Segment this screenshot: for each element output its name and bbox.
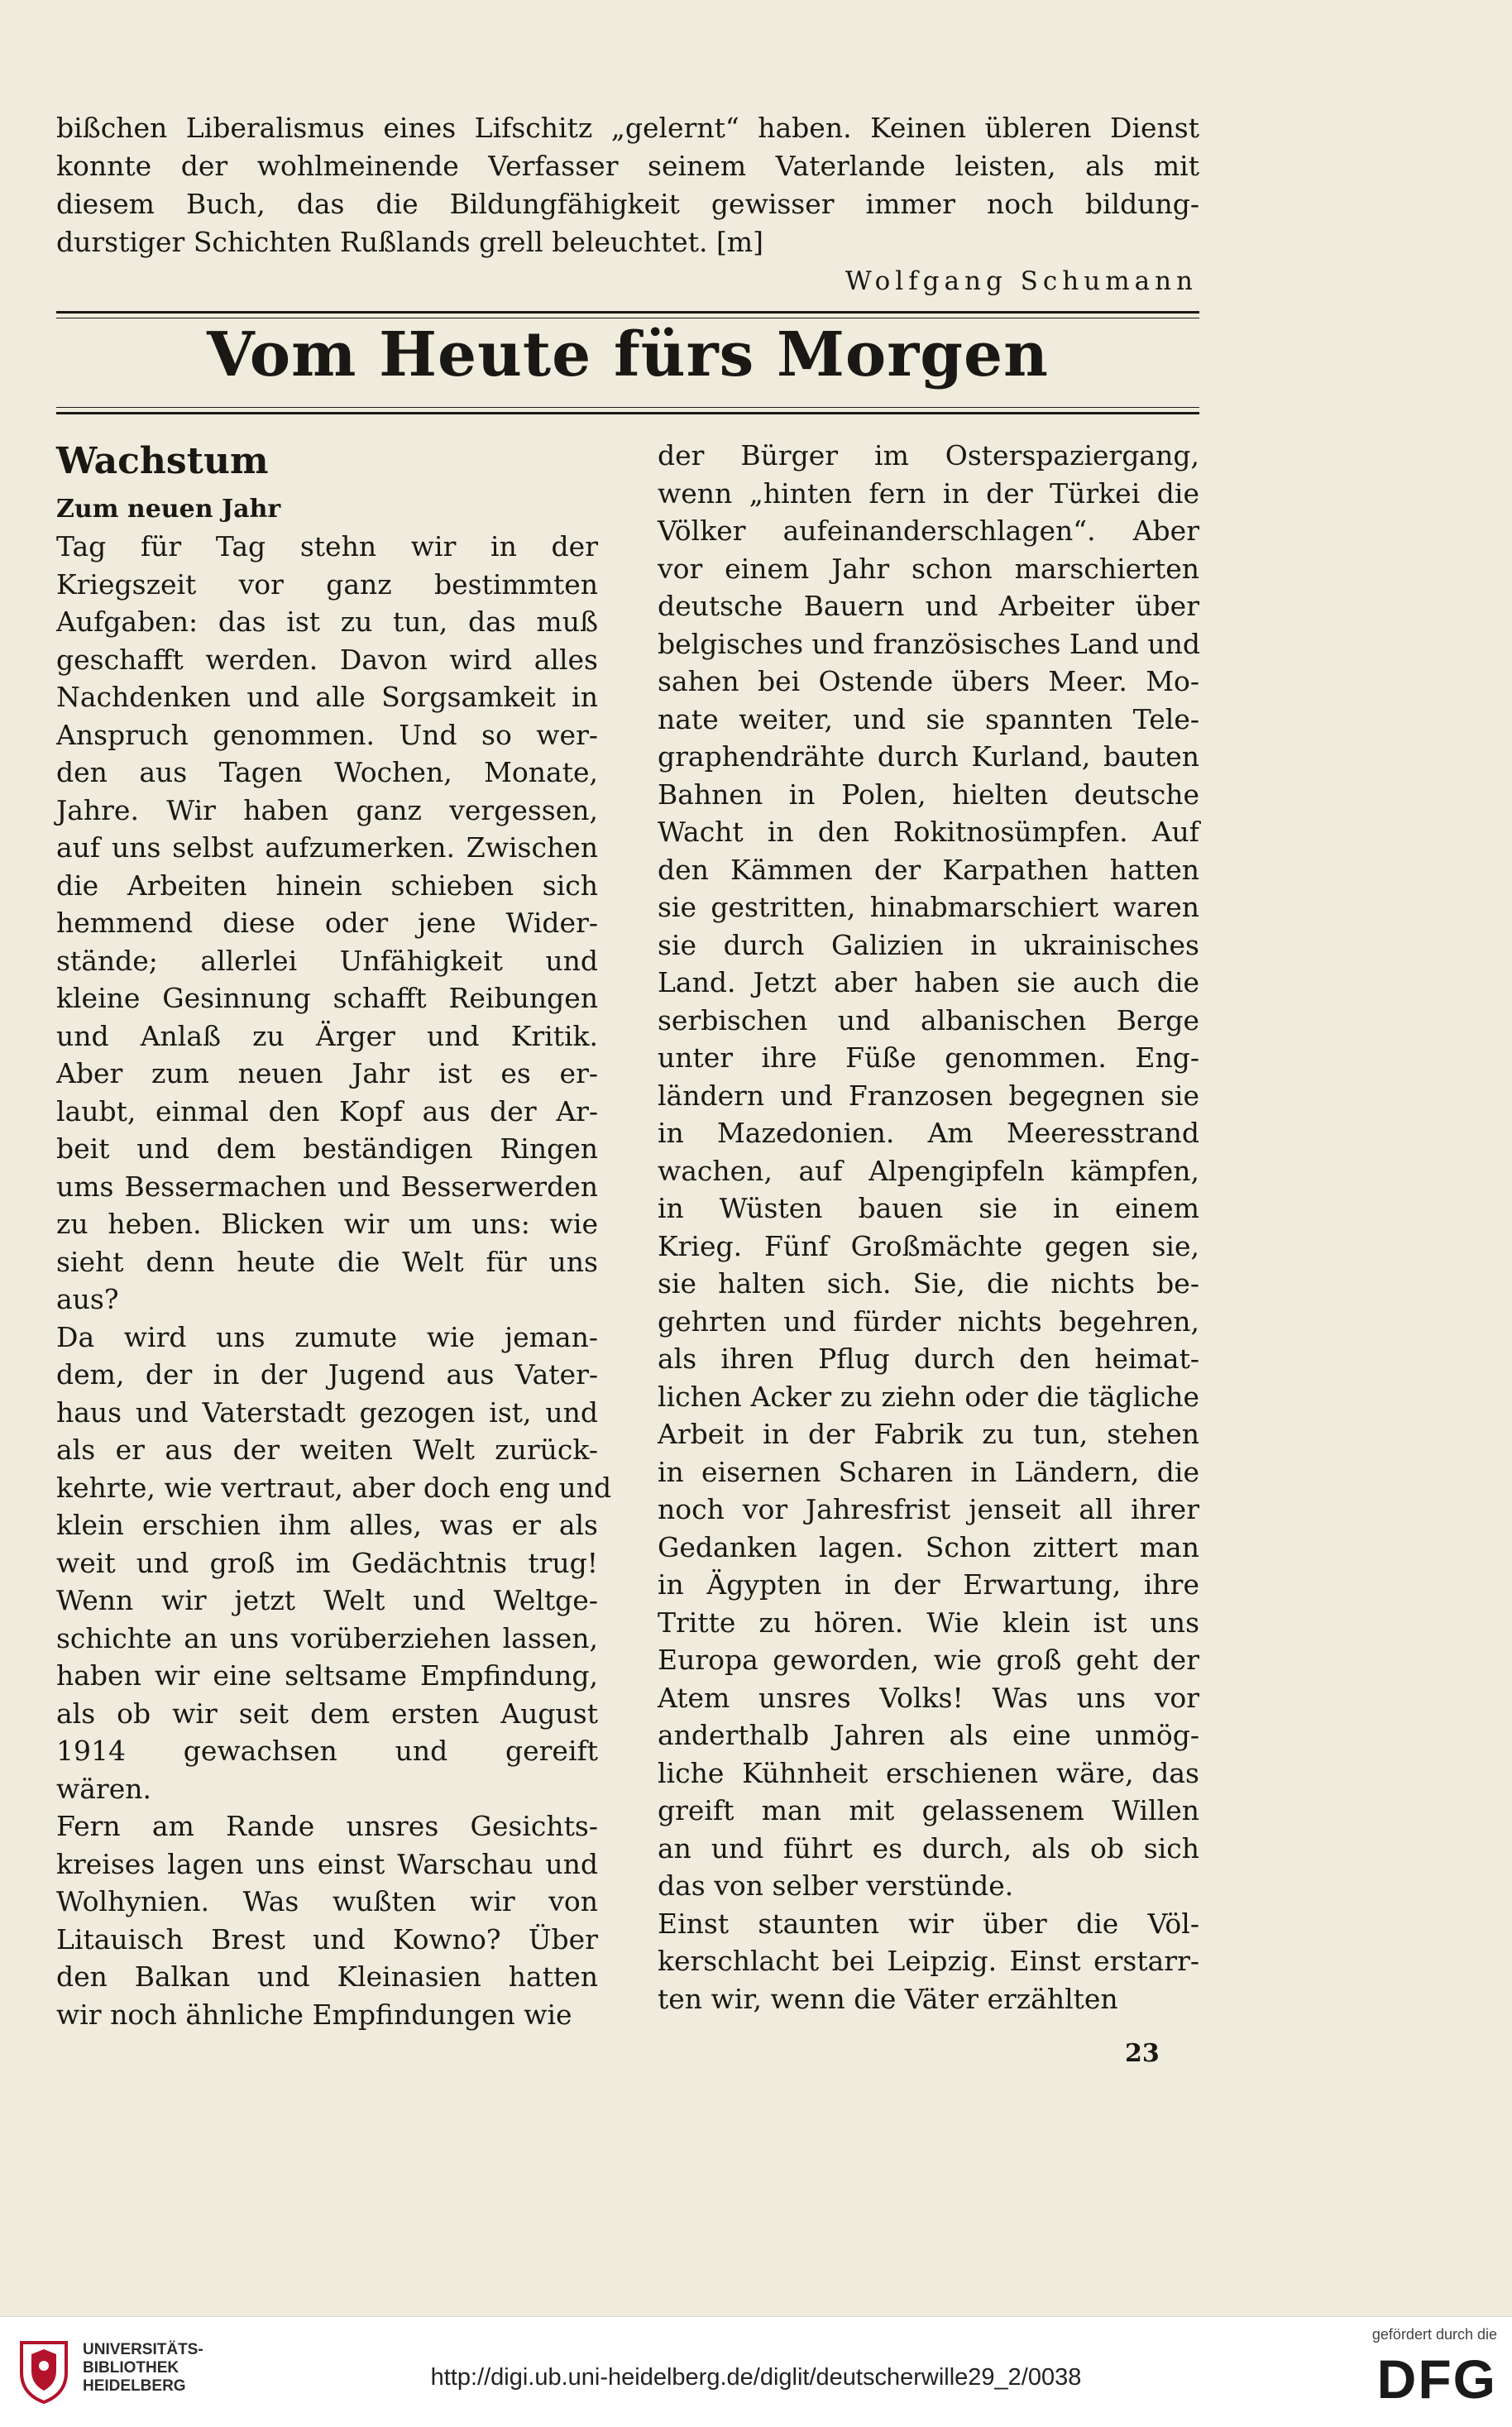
text-line: Krieg. Fünf Großmächte gegen sie, [658,1229,1199,1262]
text-line: als er aus der weiten Welt zurück- [56,1434,598,1466]
funded-by-label: gefördert durch die [1371,2326,1497,2343]
text-line: geschafft werden. Davon wird alles [56,643,598,676]
text-line: als ob wir seit dem ersten August [56,1697,598,1730]
text-line: und Anlaß zu Ärger und Kritik. [56,1019,598,1052]
text-line: in Ägypten in der Erwartung, ihre [658,1568,1199,1601]
text-line: vor einem Jahr schon marschierten [658,552,1199,585]
text-line: aus? [56,1283,119,1315]
text-line: Bahnen in Polen, hielten deutsche [658,778,1199,811]
text-line: Tritte zu hören. Wie klein ist uns [658,1606,1199,1639]
text-line: klein erschien ihm alles, was er als [56,1509,598,1541]
text-line: zu heben. Blicken wir um uns: wie [56,1208,598,1240]
text-line: Anspruch genommen. Und so wer- [56,718,598,751]
text-line: Da wird uns zumute wie jeman- [56,1320,598,1353]
text-line: Völker aufeinanderschlagen“. Aber [658,515,1199,547]
text-line: sie durch Galizien in ukrainisches [658,928,1199,961]
text-line: wir noch ähnliche Empfindungen wie [56,1998,572,2031]
text-line: laubt, einmal den Kopf aus der Ar- [56,1094,598,1127]
text-line: in Mazedonien. Am Meeresstrand [658,1117,1199,1149]
text-line: beit und dem beständigen Ringen [56,1132,598,1165]
text-line: Litauisch Brest und Kowno? Über [56,1922,598,1955]
text-line: liche Kühnheit erschienen wäre, das [658,1756,1199,1789]
rule-top-thick [56,311,1199,314]
text-line: in eisernen Scharen in Ländern, die [658,1455,1199,1488]
text-line: sie gestritten, hinabmarschiert waren [658,891,1199,923]
text-line: Gedanken lagen. Schon zittert man [658,1530,1199,1563]
text-line: Europa geworden, wie groß geht der [658,1644,1199,1676]
text-line: greift man mit gelassenem Willen [658,1794,1199,1826]
text-line: Arbeit in der Fabrik zu tun, stehen [658,1418,1199,1450]
text-line: auf uns selbst aufzumerken. Zwischen [56,831,598,864]
section-heading: Wachstum [56,440,269,482]
text-line: graphendrähte durch Kurland, bauten [658,740,1199,773]
text-line: gehrten und fürder nichts begehren, [658,1304,1199,1338]
text-line: kerschlacht bei Leipzig. Einst erstarr- [658,1945,1199,1977]
university-name-line: HEIDELBERG [83,2377,186,2395]
text-line: kehrte, wie vertraut, aber doch eng und [56,1471,612,1504]
rule-bottom-thin [56,407,1199,408]
text-line: ten wir, wenn die Väter erzählten [658,1982,1118,2015]
dfg-logo: DFG [1376,2348,1497,2410]
text-line: den Kämmen der Karpathen hatten [658,853,1199,886]
text-line: belgisches und französisches Land und [658,627,1201,660]
text-line: Kriegszeit vor ganz bestimmten [56,567,598,601]
text-line: ländern und Franzosen begegnen sie [658,1079,1199,1112]
intro-line: konnte der wohlmeinende Verfasser seinem Vaterlande leisten, als mit [56,150,1199,182]
text-line: schichte an uns vorüberziehen lassen, [56,1621,598,1654]
text-line: sie halten sich. Sie, die nichts be- [658,1267,1199,1300]
sub-heading: Zum neuen Jahr [56,495,281,524]
page-title: Vom Heute fürs Morgen [207,319,1049,390]
intro-line: bißchen Liberalismus eines Lifschitz „gelernt“ haben. Keinen übleren Dienst [56,112,1199,144]
left-column [56,437,612,2033]
intro-line: durstiger Schichten Rußlands grell beleuchtet. [m] [56,226,763,258]
text-line: sahen bei Ostende übers Meer. Mo- [658,665,1199,697]
text-line: Aber zum neuen Jahr ist es er- [56,1057,598,1089]
text-line: hemmend diese oder jene Wider- [56,907,598,939]
text-line: Einst staunten wir über die Völ- [658,1907,1199,1940]
text-line: wären. [56,1772,151,1805]
author-signature: Wolfgang Schumann [845,266,1198,296]
intro-line: diesem Buch, das die Bildungfähigkeit gewisser immer noch bildung- [56,188,1199,220]
right-column-text [658,437,1199,2018]
university-name-line: BIBLIOTHEK [83,2359,179,2377]
text-line: wachen, auf Alpengipfeln kämpfen, [658,1154,1199,1187]
text-line: Atem unsres Volks! Was uns vor [658,1681,1199,1714]
text-line: sieht denn heute die Welt für uns [56,1245,598,1278]
rule-bottom-thick [56,412,1199,414]
text-line: wenn „hinten fern in der Türkei die [658,476,1199,510]
text-line: das von selber verstünde. [658,1869,1014,1902]
text-line: als ihren Pflug durch den heimat- [658,1343,1199,1375]
text-line: Wenn wir jetzt Welt und Weltge- [56,1584,598,1616]
text-line: den aus Tagen Wochen, Monate, [56,756,598,788]
text-line: noch vor Jahresfrist jenseit all ihrer [658,1493,1199,1525]
text-line: deutsche Bauern und Arbeiter über [658,590,1199,622]
text-line: kreises lagen uns einst Warschau und [56,1847,598,1880]
text-line: stände; allerlei Unfähigkeit und [56,944,598,977]
university-name-line: UNIVERSITÄTS- [83,2341,203,2358]
text-line: Aufgaben: das ist zu tun, das muß [56,606,598,638]
left-column-text [56,528,612,2033]
text-line: anderthalb Jahren als eine unmög- [658,1719,1199,1751]
text-line: die Arbeiten hinein schieben sich [56,869,598,902]
text-line: an und führt es durch, als ob sich [658,1831,1199,1865]
text-line: lichen Acker zu ziehn oder die tägliche [658,1380,1199,1413]
intro-paragraph [56,109,1199,261]
text-line: Nachdenken und alle Sorgsamkeit in [56,681,598,713]
text-line: kleine Gesinnung schafft Reibungen [56,982,598,1014]
text-line: nate weiter, und sie spannten Tele- [658,702,1199,735]
text-line: in Wüsten bauen sie in einem [658,1192,1199,1224]
text-line: der Bürger im Osterspaziergang, [658,439,1199,472]
text-line: haben wir eine seltsame Empfindung, [56,1659,598,1692]
text-line: den Balkan und Kleinasien hatten [56,1960,598,1993]
source-url[interactable]: http://digi.ub.uni-heidelberg.de/diglit/deutscherwille29_2/0038 [430,2364,1082,2391]
text-line: haus und Vaterstadt gezogen ist, und [56,1395,598,1429]
text-line: dem, der in der Jugend aus Vater- [56,1358,598,1391]
text-line: serbischen und albanischen Berge [658,1003,1199,1036]
text-line: unter ihre Füße genommen. Eng- [658,1041,1199,1074]
text-line: Fern am Rande unsres Gesichts- [56,1810,598,1842]
right-column [658,437,1199,2018]
page-number: 23 [1125,2039,1160,2068]
text-line: ums Bessermachen und Besserwerden [56,1170,598,1203]
text-line: 1914 gewachsen und gereift [56,1735,598,1767]
text-line: Wacht in den Rokitnosümpfen. Auf [658,816,1199,848]
text-line: Jahre. Wir haben ganz vergessen, [56,793,598,826]
text-line: weit und groß im Gedächtnis trug! [56,1546,598,1579]
text-line: Tag für Tag stehn wir in der [56,530,598,562]
text-line: Land. Jetzt aber haben sie auch die [658,966,1199,998]
text-line: Wolhynien. Was wußten wir von [56,1885,598,1917]
